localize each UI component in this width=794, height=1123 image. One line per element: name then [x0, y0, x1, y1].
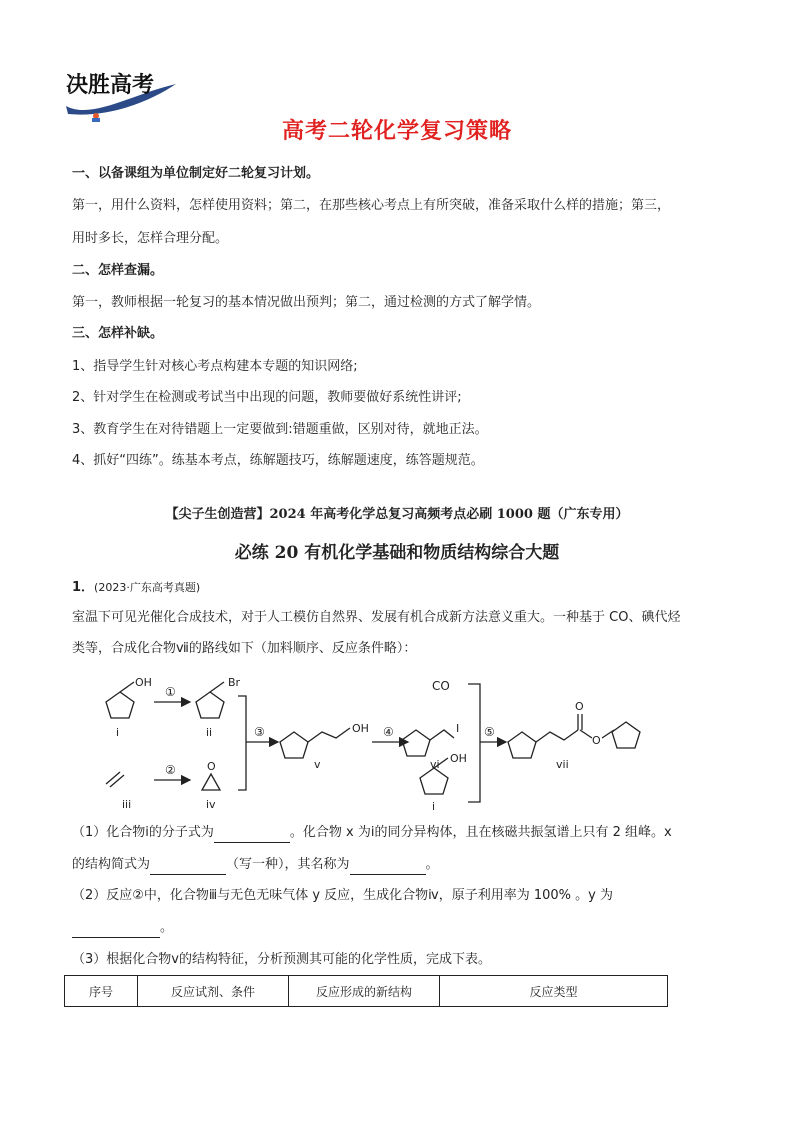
oh-group: OH — [135, 676, 152, 689]
answer-blank[interactable] — [72, 923, 160, 938]
i-atom: I — [456, 722, 460, 735]
question-3: （3）根据化合物ⅴ的结构特征，分析预测其可能的化学性质，完成下表。 — [72, 952, 491, 967]
series-title: 【尖子生创造营】2024 年高考化学总复习高频考点必刷 1000 题（广东专用） — [165, 507, 629, 522]
compound-label: i — [116, 726, 120, 739]
question-2-line2: 。 — [72, 918, 732, 938]
question-intro-line1: 室温下可见光催化合成技术，对于人工模仿自然界、发展有机合成新方法意义重大。一种基于 CO、碘代烃 — [72, 610, 681, 625]
br-atom: Br — [228, 676, 241, 689]
table-header-row — [65, 976, 668, 1007]
co-reagent: CO — [432, 679, 450, 693]
table-header-cell: 反应形成的新结构 — [289, 976, 440, 1007]
question-intro-line2: 类等，合成化合物ⅶ的路线如下（加料顺序、反应条件略）： — [72, 641, 417, 656]
compound-label: iv — [206, 798, 216, 811]
oh-group: OH — [450, 752, 467, 765]
answer-blank[interactable] — [214, 828, 290, 843]
step-label: ① — [165, 685, 176, 699]
compound-label: i — [432, 800, 436, 812]
reaction-scheme — [70, 672, 710, 812]
compound-label: iii — [122, 798, 132, 811]
paragraph-plan-line1: 第一，用什么资料，怎样使用资料；第二，在那些核心考点上有所突破，准备采取什么样的措施；第三， — [72, 198, 671, 213]
compound-ii-structure — [196, 676, 241, 739]
compound-label: vi — [430, 758, 440, 771]
step-label: ④ — [383, 725, 394, 739]
step-label: ⑤ — [484, 725, 495, 739]
list-item: 4、抓好“四练”。练基本考点，练解题技巧，练解题速度，练答题规范。 — [72, 453, 484, 468]
question-1-line1: （1）化合物ⅰ的分子式为 。化合物 x 为ⅰ的同分异构体，且在核磁共振氢谱上只有 2 组峰。x — [72, 823, 732, 843]
table-header-cell: 反应类型 — [440, 976, 668, 1007]
compound-iv-structure — [202, 760, 220, 811]
heading-plan: 一、以备课组为单位制定好二轮复习计划。 — [72, 166, 320, 181]
logo-text: 决胜高考 — [66, 73, 155, 98]
question-source: (2023·广东高考真题) — [94, 581, 201, 594]
step-label: ② — [165, 763, 176, 777]
question-1-line2: 的结构简式为 （写一种），其名称为 。 — [72, 855, 732, 875]
question-2-line1: （2）反应②中，化合物ⅲ与无色无味气体 y 反应，生成化合物ⅳ，原子利用率为 100% 。y 为 — [72, 888, 613, 903]
step-label: ③ — [254, 725, 265, 739]
o-atom: O — [207, 760, 216, 773]
table-header-cell: 反应试剂、条件 — [138, 976, 289, 1007]
page-title: 高考二轮化学复习策略 — [281, 119, 512, 144]
compound-i-bottom-structure — [420, 752, 467, 812]
o-atom: O — [592, 734, 601, 747]
compound-iii-structure — [106, 772, 131, 811]
compound-label: vii — [556, 758, 569, 771]
compound-vii-structure — [508, 700, 640, 771]
paragraph-check: 第一，教师根据一轮复习的基本情况做出预判；第二，通过检测的方式了解学情。 — [72, 295, 541, 310]
compound-i-structure — [106, 676, 152, 739]
question-number: 1． — [72, 580, 95, 595]
table-header-cell: 序号 — [65, 976, 138, 1007]
answer-blank[interactable] — [350, 860, 426, 875]
heading-check: 二、怎样查漏。 — [72, 263, 164, 278]
compound-label: v — [314, 758, 321, 771]
list-item: 1、指导学生针对核心考点构建本专题的知识网络; — [72, 359, 358, 374]
compound-label: ii — [206, 726, 213, 739]
compound-v-structure — [280, 722, 369, 771]
list-item: 3、教育学生在对待错题上一定要做到:错题重做，区别对待，就地正法。 — [72, 422, 488, 437]
answer-table — [64, 975, 668, 1007]
heading-fix: 三、怎样补缺。 — [72, 326, 164, 341]
paragraph-plan-line2: 用时多长，怎样合理分配。 — [72, 231, 229, 246]
answer-blank[interactable] — [150, 860, 226, 875]
section-title: 必练 20 有机化学基础和物质结构综合大题 — [234, 543, 560, 563]
o-atom: O — [575, 700, 584, 713]
oh-group: OH — [352, 722, 369, 735]
list-item: 2、针对学生在检测或考试当中出现的问题，教师要做好系统性讲评; — [72, 390, 462, 405]
